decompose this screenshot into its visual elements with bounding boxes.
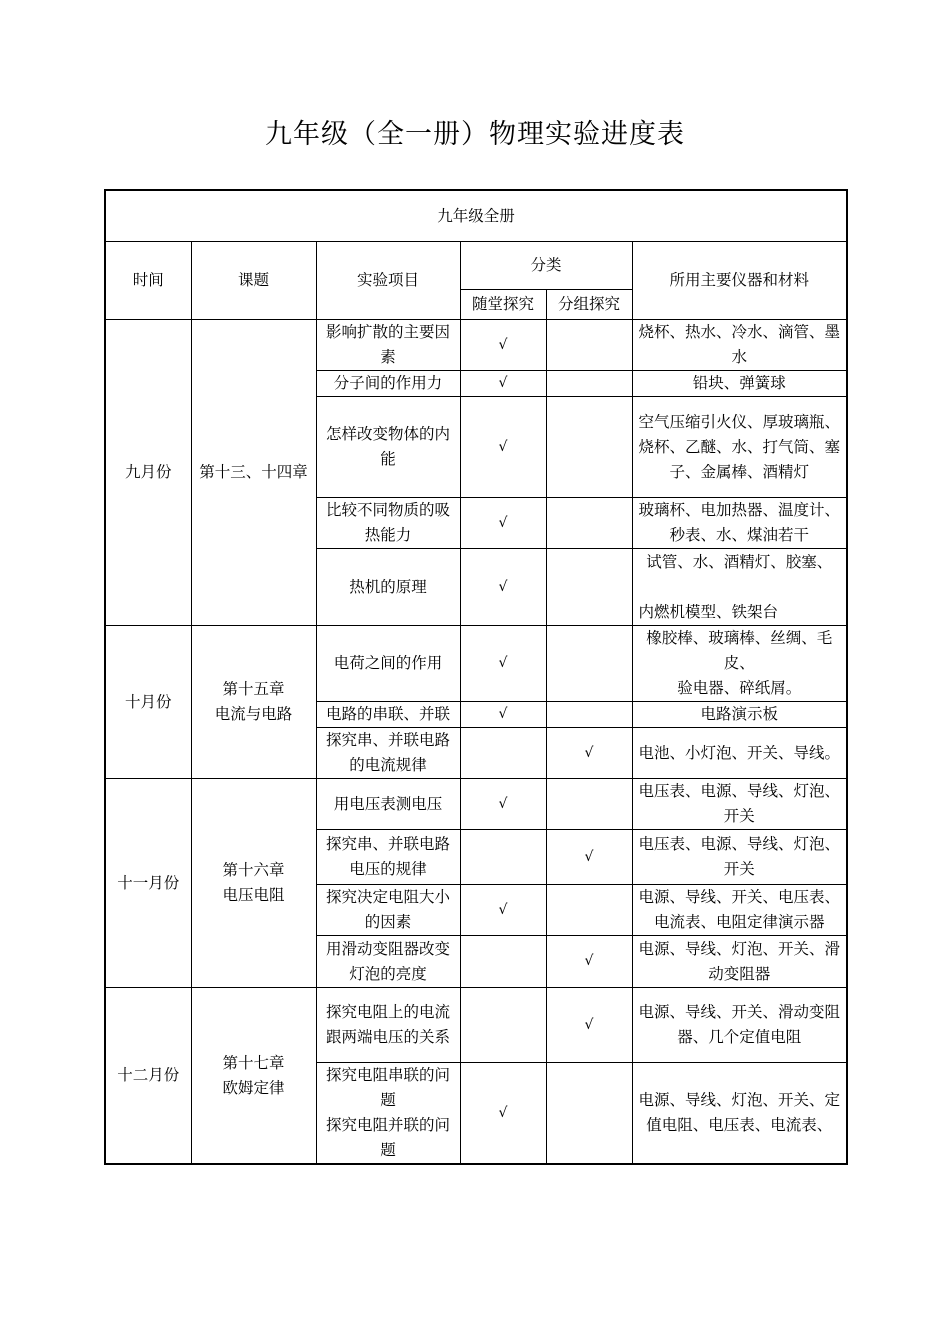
experiment-item: 热机的原理 (316, 549, 460, 626)
materials-line: 内燃机模型、铁架台 (638, 602, 779, 621)
group-inquiry-check: √ (546, 936, 632, 988)
class-inquiry-check: √ (460, 1063, 546, 1165)
materials-cell: 电压表、电源、导线、灯泡、开关 (632, 779, 847, 830)
group-inquiry-cell (546, 779, 632, 830)
class-inquiry-cell (460, 830, 546, 885)
class-inquiry-cell (460, 936, 546, 988)
materials-line: 试管、水、酒精灯、胶塞、 (646, 552, 833, 571)
header-group-inquiry: 分组探究 (546, 290, 632, 320)
experiment-item: 分子间的作用力 (316, 371, 460, 397)
group-inquiry-check: √ (546, 728, 632, 779)
group-inquiry-cell (546, 702, 632, 728)
experiment-item (316, 1063, 460, 1165)
table-row (105, 779, 847, 830)
materials-cell: 电池、小灯泡、开关、导线。 (632, 728, 847, 779)
group-inquiry-cell (546, 1063, 632, 1165)
class-inquiry-check: √ (460, 885, 546, 936)
chapter-line: 第十七章 (222, 1053, 285, 1072)
class-inquiry-cell (460, 988, 546, 1063)
month-cell: 十二月份 (105, 988, 191, 1165)
chapter-cell (191, 988, 316, 1165)
experiment-item: 探究电阻上的电流跟两端电压的关系 (316, 988, 460, 1063)
materials-line: 空气压缩引火仪、厚玻璃瓶、 (638, 412, 841, 431)
header-category: 分类 (460, 242, 632, 290)
group-inquiry-cell (546, 371, 632, 397)
chapter-line: 第十五章 (222, 680, 285, 698)
materials-cell: 玻璃杯、电加热器、温度计、秒表、水、煤油若干 (632, 498, 847, 549)
experiment-item: 探究串、并联电路的电流规律 (316, 728, 460, 779)
materials-cell: 电压表、电源、导线、灯泡、开关 (632, 830, 847, 885)
materials-cell (632, 626, 847, 702)
header-item: 实验项目 (316, 242, 460, 320)
experiment-item: 影响扩散的主要因素 (316, 320, 460, 371)
materials-cell: 电源、导线、灯泡、开关、定值电阻、电压表、电流表、 (632, 1063, 847, 1165)
materials-cell: 铅块、弹簧球 (632, 371, 847, 397)
group-inquiry-cell (546, 885, 632, 936)
class-inquiry-check: √ (460, 371, 546, 397)
experiment-item: 电路的串联、并联 (316, 702, 460, 728)
chapter-line: 欧姆定律 (222, 1078, 285, 1097)
experiment-item: 探究决定电阻大小的因素 (316, 885, 460, 936)
class-inquiry-check: √ (460, 320, 546, 371)
materials-line (639, 575, 841, 600)
group-inquiry-cell (546, 397, 632, 498)
group-inquiry-check: √ (546, 830, 632, 885)
chapter-cell (191, 779, 316, 988)
class-inquiry-check: √ (460, 702, 546, 728)
chapter-line: 电流与电路 (214, 705, 293, 723)
materials-cell (632, 549, 847, 626)
materials-line: 验电器、碎纸屑。 (677, 679, 802, 697)
class-inquiry-check: √ (460, 498, 546, 549)
table-row (105, 626, 847, 702)
experiment-item: 用滑动变阻器改变灯泡的亮度 (316, 936, 460, 988)
chapter-cell: 第十三、十四章 (191, 320, 316, 626)
class-inquiry-cell (460, 728, 546, 779)
materials-line: 橡胶棒、玻璃棒、丝绸、毛皮、 (646, 629, 833, 672)
class-inquiry-check: √ (460, 779, 546, 830)
materials-cell: 电源、导线、灯泡、开关、滑动变阻器 (632, 936, 847, 988)
experiment-line: 探究电阻并联的问题 (325, 1116, 450, 1159)
header-topic: 课题 (191, 242, 316, 320)
class-inquiry-check: √ (460, 397, 546, 498)
experiment-item: 用电压表测电压 (316, 779, 460, 830)
header-row-1 (105, 242, 847, 290)
materials-line: 烧杯、乙醚、水、打气筒、塞子、金属棒、酒精灯 (638, 437, 841, 481)
page-title: 九年级（全一册）物理实验进度表 (265, 119, 685, 150)
chapter-cell (191, 626, 316, 779)
materials-cell: 烧杯、热水、冷水、滴管、墨水 (632, 320, 847, 371)
header-time: 时间 (105, 242, 191, 320)
group-inquiry-cell (546, 498, 632, 549)
month-cell: 十一月份 (105, 779, 191, 988)
group-inquiry-cell (546, 626, 632, 702)
month-cell: 九月份 (105, 320, 191, 626)
group-inquiry-cell (546, 320, 632, 371)
month-cell: 十月份 (105, 626, 191, 779)
experiment-item: 怎样改变物体的内能 (316, 397, 460, 498)
materials-cell (632, 397, 847, 498)
table-banner-row (105, 190, 847, 242)
chapter-line: 第十六章 (222, 861, 285, 879)
table-banner: 九年级全册 (105, 190, 847, 242)
group-inquiry-check: √ (546, 988, 632, 1063)
group-inquiry-cell (546, 549, 632, 626)
header-materials: 所用主要仪器和材料 (632, 242, 847, 320)
materials-cell: 电路演示板 (632, 702, 847, 728)
experiment-line: 探究电阻串联的问题 (325, 1066, 450, 1109)
header-class-inquiry: 随堂探究 (460, 290, 546, 320)
materials-cell: 电源、导线、开关、滑动变阻器、几个定值电阻 (632, 988, 847, 1063)
chapter-line: 电压电阻 (222, 886, 285, 904)
materials-cell: 电源、导线、开关、电压表、电流表、电阻定律演示器 (632, 885, 847, 936)
table-row (105, 988, 847, 1063)
experiment-item: 比较不同物质的吸热能力 (316, 498, 460, 549)
experiment-schedule-table (104, 189, 848, 1165)
experiment-item: 探究串、并联电路电压的规律 (316, 830, 460, 885)
table-row (105, 320, 847, 371)
class-inquiry-check: √ (460, 549, 546, 626)
class-inquiry-check: √ (460, 626, 546, 702)
experiment-item: 电荷之间的作用 (316, 626, 460, 702)
